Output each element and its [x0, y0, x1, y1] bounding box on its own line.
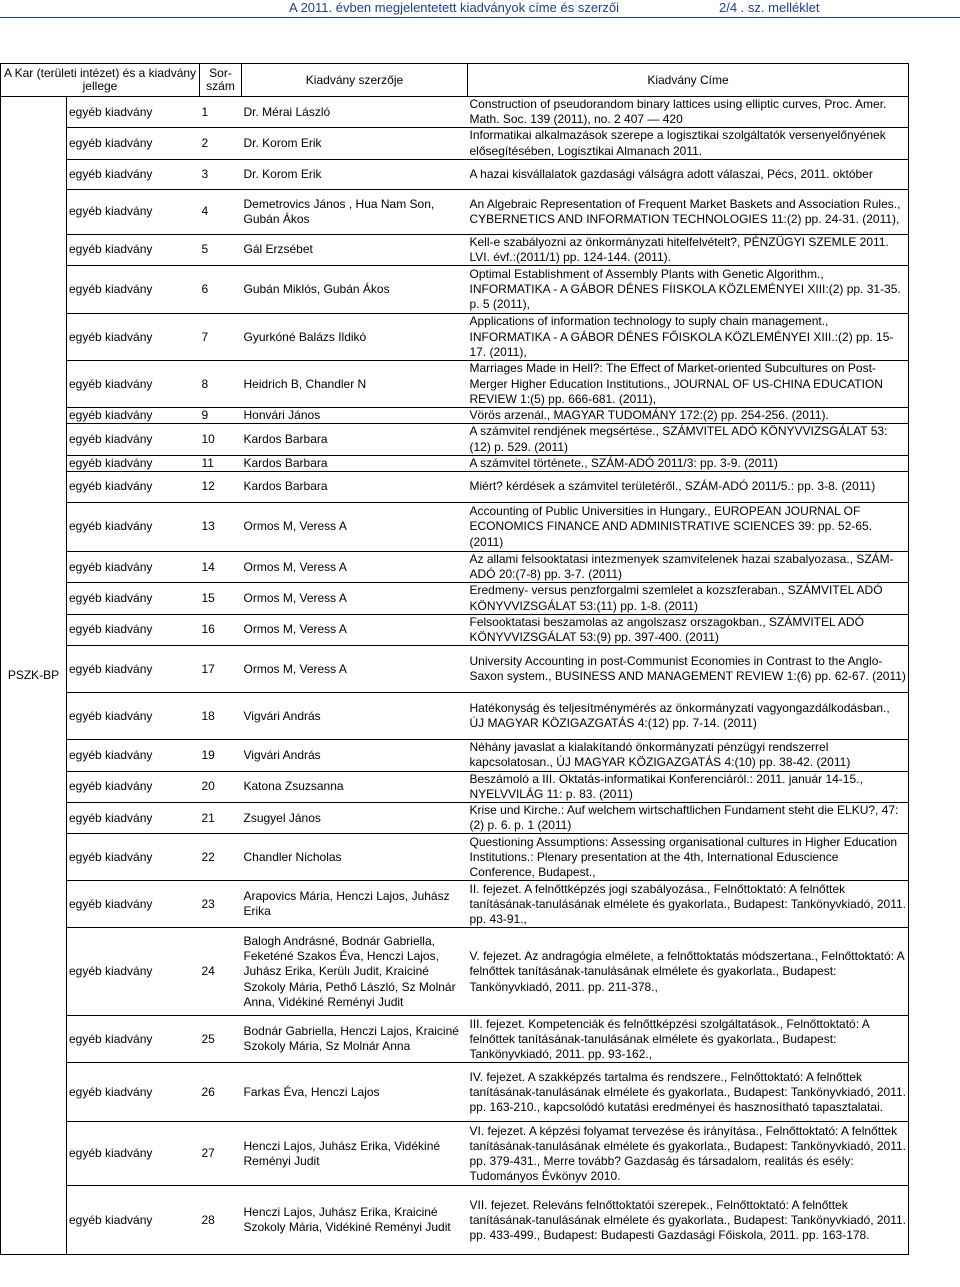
publication-title: V. fejezet. Az andragógia elmélete, a felnőttoktatás módszertana., Felnőttoktató: A felnőttek tanításának-tanulásának elmélete és gyakorlata., Budapest: Tankönyvkiadó, 2011. pp. 211-378., [468, 928, 909, 1016]
row-number: 9 [200, 408, 242, 424]
publication-author: Gyurkóné Balázs Ildikó [242, 314, 468, 361]
table-row [1, 266, 909, 314]
publication-title: Vörös arzenál., MAGYAR TUDOMÁNY 172:(2) pp. 254-256. (2011). [468, 408, 909, 424]
publication-title: A számvitel története., SZÁM-ADÓ 2011/3: pp. 3-9. (2011) [468, 455, 909, 471]
publication-author: Vigvári András [242, 740, 468, 771]
publication-author: Henczi Lajos, Juhász Erika, Vidékiné Reményi Judit [242, 1122, 468, 1186]
publication-author: Demetrovics János , Hua Nam Son, Gubán Ákos [242, 189, 468, 234]
publication-title: Kell-e szabályozni az önkormányzati hitelfelvételt?, PÉNZÜGYI SZEMLE 2011. LVI. évf.:(2011/1) pp. 124-144. (2011). [468, 234, 909, 265]
publication-author: Heidrich B, Chandler N [242, 361, 468, 408]
table-body [1, 97, 909, 1255]
publication-title: Hatékonyság és teljesítménymérés az önkormányzati vagyongazdálkodásban., ÚJ MAGYAR KÖZIGAZGATÁS 4:(12) pp. 7-14. (2011) [468, 693, 909, 740]
publication-title: Questioning Assumptions: Assessing organisational cultures in Higher Education Institutions.: Plenary presentation at the 4th, International Eduscience Conference, Budapest., [468, 834, 909, 881]
publication-type: egyéb kiadvány [67, 503, 200, 552]
table-row [1, 771, 909, 802]
publication-title: Néhány javaslat a kialakítandó önkormányzati pénzügyi rendszerrel kapcsolatosan., ÚJ MAGYAR KÖZIGAZGATÁS 4:(10) pp. 38-42. (2011) [468, 740, 909, 771]
row-number: 17 [200, 646, 242, 693]
publication-type: egyéb kiadvány [67, 693, 200, 740]
publication-type: egyéb kiadvány [67, 1122, 200, 1186]
publication-author: Kardos Barbara [242, 424, 468, 455]
publication-author: Henczi Lajos, Juhász Erika, Kraiciné Szokoly Mária, Vidékiné Reményi Judit [242, 1186, 468, 1255]
col-header-unit: A Kar (területi intézet) és a kiadvány jellege [1, 64, 200, 97]
row-number: 23 [200, 881, 242, 928]
publication-type: egyéb kiadvány [67, 834, 200, 881]
publication-title: VII. fejezet. Releváns felnőttoktatói szerepek., Felnőttoktató: A felnőttek tanításának-tanulásának elmélete és gyakorlata., Budapest: Tankönyvkiadó, 2011. pp. 433-499., Budapest: Budapesti Gazdasági Főiskola, 2011. pp. 163-178. [468, 1186, 909, 1255]
table-row [1, 455, 909, 471]
publication-type: egyéb kiadvány [67, 408, 200, 424]
publication-author: Balogh Andrásné, Bodnár Gabriella, Feketéné Szakos Éva, Henczi Lajos, Juhász Erika, Kerülı Judit, Kraiciné Szokoly Mária, Pethő László, Sz Molnár Anna, Vidékiné Reményi Judit [242, 928, 468, 1016]
row-number: 19 [200, 740, 242, 771]
row-number: 2 [200, 128, 242, 159]
publication-type: egyéb kiadvány [67, 771, 200, 802]
row-number: 15 [200, 583, 242, 614]
publication-title: University Accounting in post-Communist Economies in Contrast to the Anglo-Saxon system., BUSINESS AND MANAGEMENT REVIEW 1:(6) pp. 62-67. (2011) [468, 646, 909, 693]
publication-author: Chandler Nicholas [242, 834, 468, 881]
row-number: 3 [200, 159, 242, 189]
row-number: 16 [200, 614, 242, 645]
publication-author: Dr. Korom Erik [242, 128, 468, 159]
publication-title: A hazai kisvállalatok gazdasági válságra adott válaszai, Pécs, 2011. október [468, 159, 909, 189]
publication-title: Beszámoló a III. Oktatás-informatikai Konferenciáról.: 2011. január 14-15., NYELVVILÁG 11: p. 83. (2011) [468, 771, 909, 802]
publication-author: Arapovics Mária, Henczi Lajos, Juhász Erika [242, 881, 468, 928]
row-number: 8 [200, 361, 242, 408]
publication-title: Miért? kérdések a számvitel területéről., SZÁM-ADÓ 2011/5.: pp. 3-8. (2011) [468, 472, 909, 503]
publication-type: egyéb kiadvány [67, 189, 200, 234]
row-number: 21 [200, 803, 242, 834]
row-number: 25 [200, 1016, 242, 1063]
publication-title: Eredmeny- versus penzforgalmi szemlelet a kozszferaban., SZÁMVITEL ADÓ KÖNYVVIZSGÁLAT 53:(11) pp. 1-8. (2011) [468, 583, 909, 614]
table-row [1, 97, 909, 128]
unit-name: PSZK-BP [1, 97, 67, 1255]
publication-title: A számvitel rendjének megsértése., SZÁMVITEL ADÓ KÖNYVVIZSGÁLAT 53:(12) p. 529. (2011) [468, 424, 909, 455]
publication-title: Informatikai alkalmazások szerepe a logisztikai szolgáltatók versenyelőnyének elősegítésében, Logisztikai Almanach 2011. [468, 128, 909, 159]
publication-title: Construction of pseudorandom binary lattices using elliptic curves, Proc. Amer. Math. Soc. 139 (2011), no. 2 407 — 420 [468, 97, 909, 128]
row-number: 10 [200, 424, 242, 455]
table-row [1, 834, 909, 881]
publication-title: II. fejezet. A felnőttképzés jogi szabályozása., Felnőttoktató: A felnőttek tanításának-tanulásának elmélete és gyakorlata., Budapest: Tankönyvkiadó, 2011. pp. 43-91., [468, 881, 909, 928]
table-row [1, 1186, 909, 1255]
row-number: 28 [200, 1186, 242, 1255]
publication-author: Ormos M, Veress A [242, 646, 468, 693]
publication-author: Ormos M, Veress A [242, 552, 468, 583]
table-row [1, 803, 909, 834]
publication-author: Gubán Miklós, Gubán Ákos [242, 266, 468, 314]
row-number: 20 [200, 771, 242, 802]
page-header-title: A 2011. évben megjelentetett kiadványok címe és szerzői [289, 0, 620, 15]
table-row [1, 614, 909, 645]
row-number: 7 [200, 314, 242, 361]
publication-author: Dr. Mérai László [242, 97, 468, 128]
row-number: 6 [200, 266, 242, 314]
table-row [1, 928, 909, 1016]
publication-type: egyéb kiadvány [67, 881, 200, 928]
table-row [1, 552, 909, 583]
publication-title: Optimal Establishment of Assembly Plants with Genetic Algorithm., INFORMATIKA - A GÁBOR DÉNES FİISKOLA KÖZLEMÉNYEI XIII:(2) pp. 31-35. p. 5 (2011), [468, 266, 909, 314]
publication-type: egyéb kiadvány [67, 128, 200, 159]
publication-title: IV. fejezet. A szakképzés tartalma és rendszere., Felnőttoktató: A felnőttek tanításának-tanulásának elmélete és gyakorlata., Budapest: Tankönyvkiadó, 2011. pp. 163-210., kapcsolódó kutatási eredményei és hasznosítható tapasztalatai. [468, 1063, 909, 1122]
publication-type: egyéb kiadvány [67, 424, 200, 455]
publications-table [0, 63, 909, 1255]
publication-title: An Algebraic Representation of Frequent Market Baskets and Association Rules., CYBERNETICS AND INFORMATION TECHNOLOGIES 11:(2) pp. 24-31. (2011), [468, 189, 909, 234]
publication-author: Vigvári András [242, 693, 468, 740]
table-row [1, 1063, 909, 1122]
publication-type: egyéb kiadvány [67, 361, 200, 408]
publication-title: Accounting of Public Universities in Hungary., EUROPEAN JOURNAL OF ECONOMICS FINANCE AND ADMINISTRATIVE SCIENCES 39: pp. 52-65. (2011) [468, 503, 909, 552]
row-number: 13 [200, 503, 242, 552]
row-number: 11 [200, 455, 242, 471]
publication-type: egyéb kiadvány [67, 583, 200, 614]
col-header-title: Kiadvány Címe [468, 64, 909, 97]
table-row [1, 159, 909, 189]
table-row [1, 881, 909, 928]
publication-type: egyéb kiadvány [67, 234, 200, 265]
publication-author: Dr. Korom Erik [242, 159, 468, 189]
publication-type: egyéb kiadvány [67, 1186, 200, 1255]
publication-type: egyéb kiadvány [67, 455, 200, 471]
header-divider [0, 17, 960, 18]
row-number: 14 [200, 552, 242, 583]
table-row [1, 646, 909, 693]
publication-author: Ormos M, Veress A [242, 614, 468, 645]
publication-author: Kardos Barbara [242, 472, 468, 503]
page-header [0, 0, 960, 22]
table-row [1, 234, 909, 265]
publication-author: Zsugyel János [242, 803, 468, 834]
row-number: 27 [200, 1122, 242, 1186]
publication-author: Ormos M, Veress A [242, 583, 468, 614]
publication-type: egyéb kiadvány [67, 614, 200, 645]
publication-title: VI. fejezet. A képzési folyamat tervezése és irányítása., Felnőttoktató: A felnőttek tanításának-tanulásának elmélete és gyakorlata., Budapest: Tankönyvkiadó, 2011. pp. 379-431., Merre tovább? Gazdaság és társadalom, realitás és esély: Tudományos Évkönyv 2010. [468, 1122, 909, 1186]
publication-type: egyéb kiadvány [67, 646, 200, 693]
publication-type: egyéb kiadvány [67, 1016, 200, 1063]
table-row [1, 503, 909, 552]
row-number: 26 [200, 1063, 242, 1122]
publication-title: Marriages Made in Hell?: The Effect of Market-oriented Subcultures on Post-Merger Higher Education Institutions., JOURNAL OF US-CHINA EDUCATION REVIEW 1:(5) pp. 666-681. (2011), [468, 361, 909, 408]
row-number: 22 [200, 834, 242, 881]
publication-author: Katona Zsuzsanna [242, 771, 468, 802]
publication-type: egyéb kiadvány [67, 1063, 200, 1122]
row-number: 4 [200, 189, 242, 234]
col-header-num: Sor-szám [200, 64, 242, 97]
table-row [1, 128, 909, 159]
row-number: 24 [200, 928, 242, 1016]
row-number: 5 [200, 234, 242, 265]
row-number: 12 [200, 472, 242, 503]
table-header-row [1, 64, 909, 97]
row-number: 1 [200, 97, 242, 128]
table-row [1, 314, 909, 361]
publication-type: egyéb kiadvány [67, 472, 200, 503]
col-header-author: Kiadvány szerzője [242, 64, 468, 97]
page-header-appendix: 2/4 . sz. melléklet [719, 0, 820, 15]
publication-title: Az allami felsooktatasi intezmenyek szamvitelenek hazai szabalyozasa., SZÁM-ADÓ 20:(7-8) pp. 3-7. (2011) [468, 552, 909, 583]
table-row [1, 424, 909, 455]
table-row [1, 472, 909, 503]
publication-author: Gál Erzsébet [242, 234, 468, 265]
publication-title: Felsooktatasi beszamolas az angolszasz orszagokban., SZÁMVITEL ADÓ KÖNYVVIZSGÁLAT 53:(9) pp. 397-400. (2011) [468, 614, 909, 645]
publication-title: Applications of information technology to suply chain management., INFORMATIKA - A GÁBOR DÉNES FŐISKOLA KÖZLEMÉNYEI XIII.:(2) pp. 15-17. (2011), [468, 314, 909, 361]
publication-title: Krise und Kirche.: Auf welchem wirtschaftlichen Fundament steht die ELKU?, 47:(2) p. 6. p. 1 (2011) [468, 803, 909, 834]
table-row [1, 408, 909, 424]
publication-type: egyéb kiadvány [67, 740, 200, 771]
publication-title: III. fejezet. Kompetenciák és felnőttképzési szolgáltatások., Felnőttoktató: A felnőttek tanításának-tanulásának elmélete és gyakorlata., Budapest: Tankönyvkiadó, 2011. pp. 93-162., [468, 1016, 909, 1063]
table-row [1, 361, 909, 408]
publication-type: egyéb kiadvány [67, 266, 200, 314]
table-row [1, 693, 909, 740]
publication-author: Bodnár Gabriella, Henczi Lajos, Kraiciné Szokoly Mária, Sz Molnár Anna [242, 1016, 468, 1063]
publication-author: Honvári János [242, 408, 468, 424]
publication-type: egyéb kiadvány [67, 97, 200, 128]
table-row [1, 1016, 909, 1063]
row-number: 18 [200, 693, 242, 740]
publication-author: Kardos Barbara [242, 455, 468, 471]
table-row [1, 189, 909, 234]
table-row [1, 740, 909, 771]
publication-type: egyéb kiadvány [67, 159, 200, 189]
publication-author: Farkas Éva, Henczi Lajos [242, 1063, 468, 1122]
publication-type: egyéb kiadvány [67, 928, 200, 1016]
publication-type: egyéb kiadvány [67, 803, 200, 834]
publication-type: egyéb kiadvány [67, 314, 200, 361]
table-row [1, 583, 909, 614]
publication-type: egyéb kiadvány [67, 552, 200, 583]
publication-author: Ormos M, Veress A [242, 503, 468, 552]
table-row [1, 1122, 909, 1186]
